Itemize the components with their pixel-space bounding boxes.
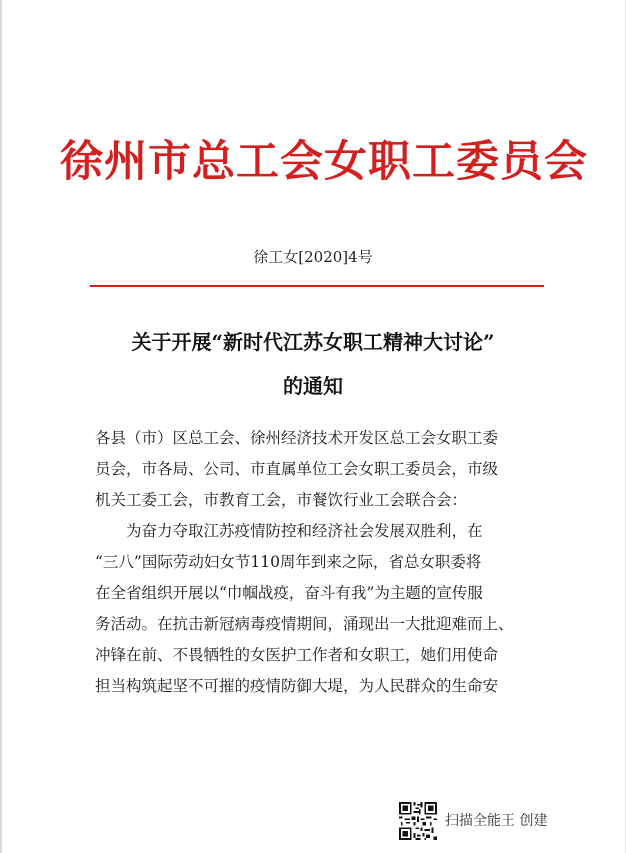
- body-line: 各县（市）区总工会、徐州经济技术开发区总工会女职工委: [95, 429, 499, 447]
- document-number: 徐工女[2020]4号: [253, 248, 373, 266]
- organization-title: 徐州市总工会女职工委员会: [60, 137, 588, 187]
- body-line: 机关工委工会，市教育工会，市餐饮行业工会联合会：: [95, 491, 468, 509]
- headline-line-1: 关于开展“新时代江苏女职工精神大讨论”: [131, 330, 495, 354]
- qr-code-icon: [399, 802, 437, 840]
- red-divider-line: [90, 285, 544, 287]
- notice-body: [95, 423, 535, 702]
- body-line: “三八”国际劳动妇女节110周年到来之际，省总女职委将: [95, 553, 482, 571]
- body-line: 在全省组织开展以“巾帼战疫，奋斗有我”为主题的宣传服: [95, 584, 483, 602]
- body-line: 担当构筑起坚不可摧的疫情防御大堤，为人民群众的生命安: [95, 677, 499, 695]
- body-line: 为奋力夺取江苏疫情防控和经济社会发展双胜利，在: [126, 522, 483, 540]
- body-line: 冲锋在前、不畏牺牲的女医护工作者和女职工，她们用使命: [95, 646, 499, 664]
- notice-headline: [60, 320, 566, 408]
- body-line: 员会，市各局、公司、市直属单位工会女职工委员会，市级: [95, 460, 499, 478]
- body-line: 务活动。在抗击新冠病毒疫情期间，涌现出一大批迎难而上、: [95, 615, 514, 633]
- headline-line-2: 的通知: [283, 374, 343, 398]
- page-edge-left: [0, 0, 2, 853]
- scanner-watermark-label: 扫描全能王 创建: [445, 813, 548, 829]
